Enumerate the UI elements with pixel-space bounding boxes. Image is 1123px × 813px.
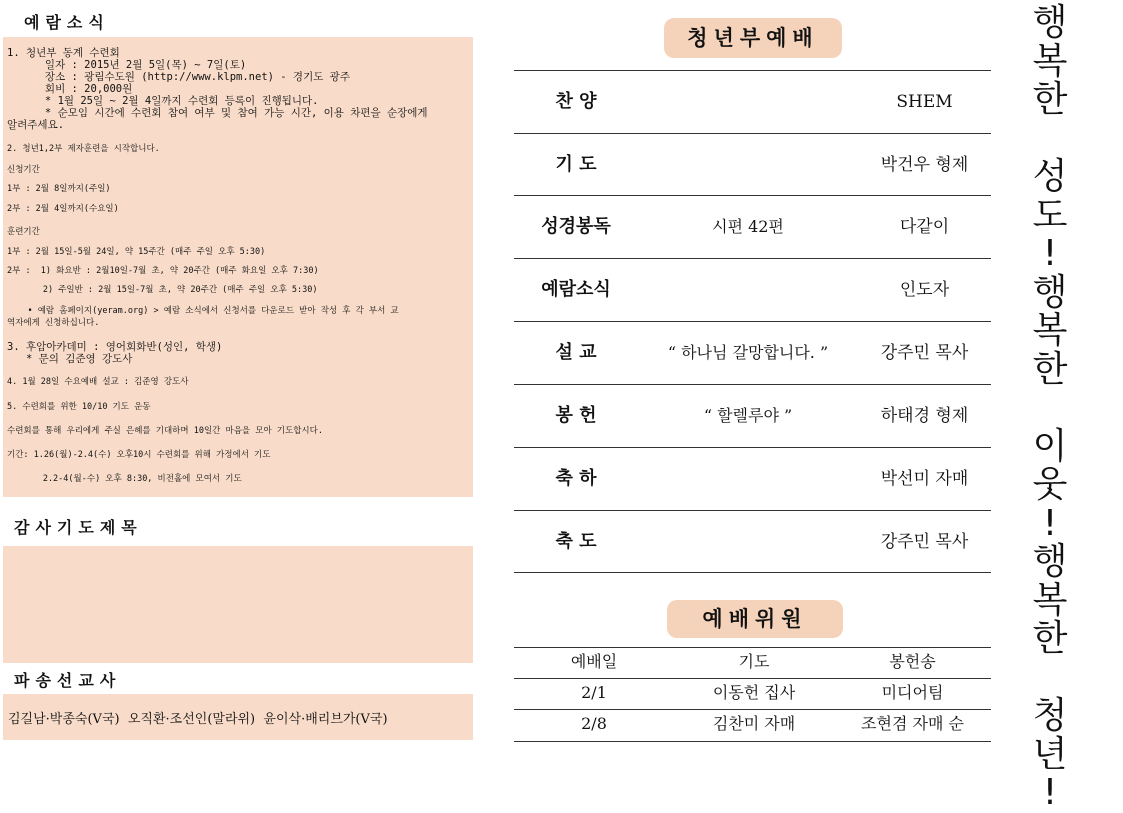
worship-row: [514, 134, 991, 196]
motto-char: 행: [1032, 541, 1068, 582]
motto-char: 년: [1032, 733, 1068, 775]
motto-char: 한: [1032, 618, 1068, 659]
committee-header-prayer: 기도: [738, 652, 770, 671]
worship-row-person: 다같이: [899, 217, 950, 237]
news-line: 수련회를 통해 우리에게 주실 은혜를 기대하며 10일간 마음을 모아 기도합시다.: [7, 426, 323, 436]
worship-row: [514, 71, 991, 133]
news-line: 역자에게 신청하십니다.: [7, 318, 100, 328]
worship-row-person: 박건우 형제: [880, 155, 969, 175]
missionary-section-title: 파송선교사: [14, 671, 122, 690]
motto-char: [1022, 120, 1078, 159]
worship-row-label: 예람소식: [541, 279, 611, 300]
worship-row-label: 기 도: [555, 154, 597, 175]
worship-row: [514, 511, 991, 573]
committee-cell: 2/8: [581, 714, 607, 733]
motto-char: [1022, 389, 1078, 428]
worship-row-person: 하태경 형제: [880, 406, 969, 426]
news-line: • 예람 홈페이지(yeram.org) > 예람 소식에서 신청서를 다운로드 받아 작성 후 각 부서 교: [7, 306, 399, 316]
worship-row-label: 설 교: [555, 342, 597, 363]
worship-row-person: 인도자: [899, 280, 950, 300]
news-line: 2. 청년1,2부 제자훈련을 시작합니다.: [7, 144, 160, 154]
worship-row: [514, 385, 991, 447]
motto-char: !: [1042, 772, 1058, 813]
news-box: [3, 37, 473, 497]
motto-char: 행: [1032, 2, 1068, 43]
motto-char: 복: [1032, 40, 1068, 82]
motto-char: 이: [1032, 425, 1068, 467]
motto-char: 웃: [1032, 464, 1068, 505]
motto-char: 행: [1032, 271, 1068, 313]
worship-row-person: 박선미 자매: [880, 469, 969, 489]
news-line: 1부 : 2월 15일-5월 24일, 약 15주간 (매주 주일 오후 5:30): [7, 247, 266, 257]
news-line: 알려주세요.: [7, 119, 65, 131]
news-line: 기간: 1.26(월)-2.4(수) 오후10시 수련회를 위해 가정에서 기도: [7, 450, 271, 460]
worship-row: [514, 259, 991, 321]
missionary-box: [3, 694, 473, 740]
vertical-motto: [1022, 4, 1078, 813]
news-line: 3. 후암아카데미 : 영어회화반(성인, 학생): [7, 341, 223, 353]
news-line: 신청기간: [7, 165, 40, 175]
worship-row-content: [638, 134, 858, 196]
motto-char: !: [1042, 233, 1058, 274]
worship-row-person: 강주민 목사: [880, 343, 969, 363]
divider: [514, 741, 991, 742]
worship-row-content: [638, 448, 858, 510]
worship-row-label: 찬 양: [555, 91, 597, 112]
news-line: 일자 : 2015년 2월 5일(목) ~ 7일(토): [7, 59, 247, 71]
motto-char: 청: [1032, 695, 1068, 736]
motto-char: 한: [1032, 348, 1068, 390]
motto-char: !: [1042, 502, 1058, 544]
committee-cell: 이동헌 집사: [712, 683, 796, 702]
news-line: 장소 : 광림수도원 (http://www.klpm.net) - 경기도 광주: [7, 71, 350, 83]
news-line: 4. 1월 28일 수요예배 설교 : 김준영 강도사: [7, 377, 189, 387]
worship-row-label: 축 도: [555, 531, 597, 552]
news-line: * 순모임 시간에 수련회 참여 여부 및 참여 가능 시간, 이용 차편을 순장에게: [7, 107, 428, 119]
motto-char: 도: [1032, 194, 1068, 236]
motto-char: 한: [1032, 79, 1068, 120]
worship-row-label: 봉 헌: [555, 405, 597, 426]
worship-row-content: [638, 71, 858, 133]
news-section-title: 예람소식: [24, 13, 110, 32]
worship-row: [514, 322, 991, 384]
committee-cell: 조현겸 자매 순: [861, 714, 964, 733]
thanks-section-title: 감사기도제목: [14, 518, 143, 537]
missionary-list: 김길남·박종숙(V국) 오직환·조선인(말라위) 윤이삭·배리브가(V국): [8, 712, 388, 727]
news-line: 2.2-4(월-수) 오후 8:30, 비전홀에 모여서 기도: [7, 474, 242, 484]
news-line: 회비 : 20,000원: [7, 83, 133, 95]
news-line: 훈련기간: [7, 227, 40, 237]
worship-row-person: SHEM: [896, 92, 953, 112]
worship-title: 청년부예배: [664, 18, 842, 58]
worship-row-content: [638, 511, 858, 573]
committee-header-date: 예배일: [570, 652, 618, 671]
motto-char: 성: [1032, 156, 1068, 197]
worship-row-content: “ 하나님 갈망합니다. ”: [667, 343, 829, 362]
committee-cell: 2/1: [581, 683, 607, 702]
worship-row: [514, 196, 991, 258]
worship-row-content: [638, 259, 858, 321]
motto-char: 복: [1032, 310, 1068, 351]
thanks-box: [3, 546, 473, 663]
committee-cell: 미디어팀: [881, 683, 944, 702]
news-line: * 문의 김준영 강도사: [7, 353, 133, 365]
motto-char: 복: [1032, 579, 1068, 621]
news-line: * 1월 25일 ~ 2월 4일까지 수련회 등록이 진행됩니다.: [7, 95, 319, 107]
worship-row-content: “ 할렐루야 ”: [703, 406, 793, 425]
news-line: 5. 수련회를 위한 10/10 기도 운동: [7, 402, 151, 412]
worship-row-label: 성경봉독: [541, 216, 611, 237]
worship-row-label: 축 하: [555, 468, 597, 489]
news-line: 2) 주일반 : 2월 15일-7월 초, 약 20주간 (매주 주일 오후 5:30): [7, 285, 318, 295]
committee-title: 예배위원: [667, 600, 843, 638]
worship-row: [514, 448, 991, 510]
motto-char: [1022, 659, 1078, 698]
news-line: 2부 : 2월 4일까지(수요일): [7, 204, 119, 214]
committee-cell: 김찬미 자매: [712, 714, 796, 733]
news-line: 1부 : 2월 8일까지(주일): [7, 184, 111, 194]
news-line: 1. 청년부 동계 수련회: [7, 47, 120, 59]
committee-header-offering: 봉헌송: [889, 652, 936, 671]
news-line: 2부 : 1) 화요반 : 2월10일-7월 초, 약 20주간 (매주 화요일 오후 7:30): [7, 266, 319, 276]
worship-row-content: 시편 42편: [712, 217, 784, 236]
worship-row-person: 강주민 목사: [880, 532, 969, 552]
